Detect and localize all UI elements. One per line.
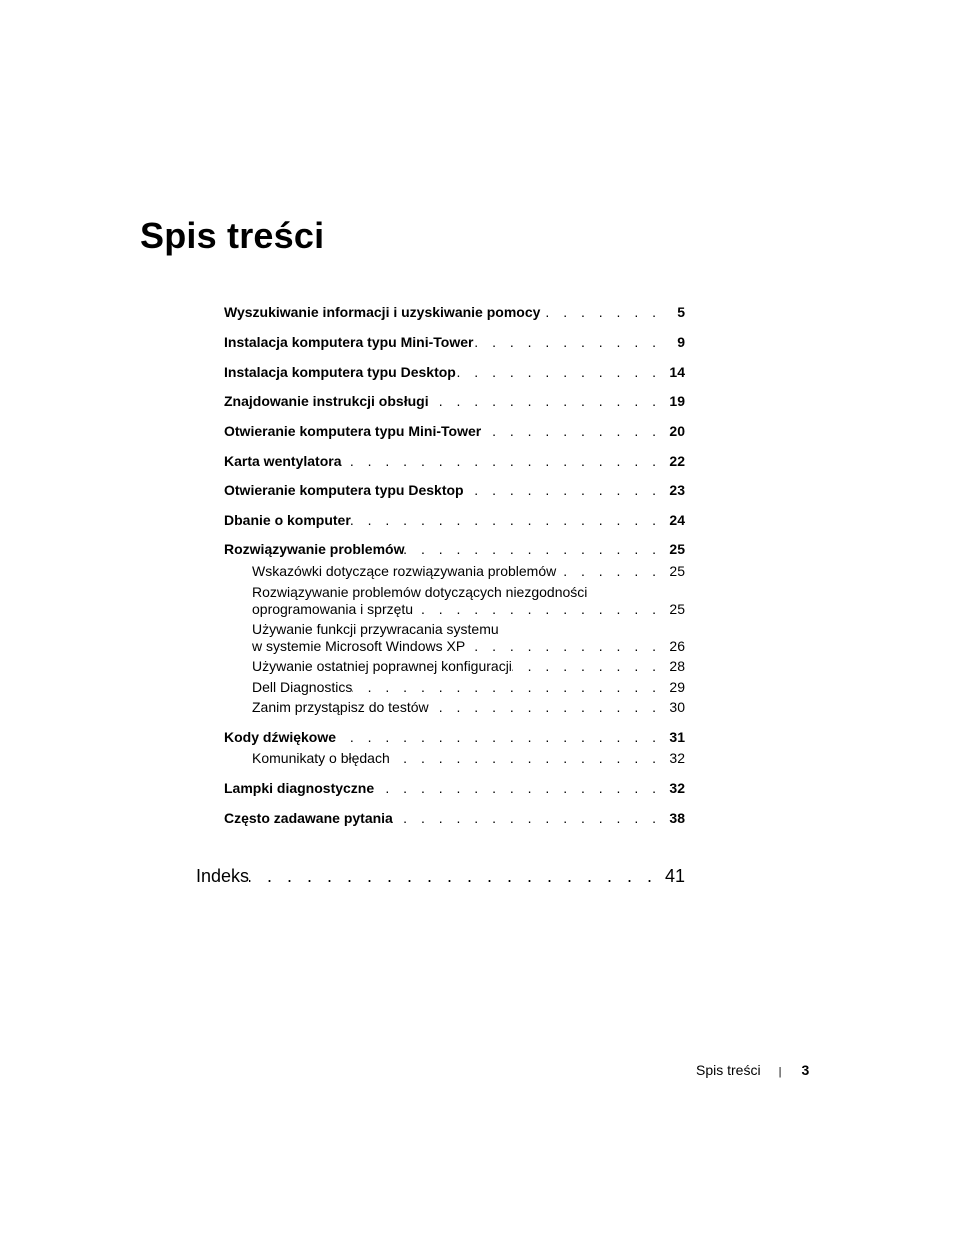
toc-entry[interactable] <box>224 303 685 321</box>
dot-leader <box>336 728 661 746</box>
toc-entry[interactable] <box>224 452 685 470</box>
toc-subentry-page: 25 <box>669 601 685 617</box>
toc-entry-label: Lampki diagnostyczne <box>224 780 375 796</box>
toc-subentry-label: Używanie ostatniej poprawnej konfiguracji <box>252 658 512 674</box>
toc-entry-page: 9 <box>677 334 685 350</box>
toc-subentry-label: w systemie Microsoft Windows XP <box>252 638 466 654</box>
toc-subentry-label: Dell Diagnostics <box>252 679 353 695</box>
dot-leader <box>249 864 657 888</box>
toc-subentry-page: 29 <box>669 679 685 695</box>
toc-entry-page: 22 <box>669 453 685 469</box>
dot-leader <box>404 540 661 558</box>
toc-entry-page: 38 <box>669 810 685 826</box>
dot-leader <box>481 422 661 440</box>
toc-entry-label: Rozwiązywanie problemów <box>224 541 405 557</box>
dot-leader <box>465 637 661 655</box>
toc-entry-label: Dbanie o komputer <box>224 512 351 528</box>
toc-subentry-label: oprogramowania i sprzętu <box>252 601 414 617</box>
toc-subentry[interactable] <box>252 678 685 696</box>
dot-leader <box>351 511 661 529</box>
toc-subentry-page: 26 <box>669 638 685 654</box>
toc-index-label: Indeks <box>196 866 250 886</box>
toc-subentry-label: Komunikaty o błędach <box>252 750 390 766</box>
toc-entry[interactable] <box>224 511 685 529</box>
toc-index-entry[interactable] <box>196 864 685 888</box>
toc-entry-label: Znajdowanie instrukcji obsługi <box>224 393 429 409</box>
dot-leader <box>393 809 661 827</box>
toc-subentry[interactable] <box>252 562 685 580</box>
toc-entry-label: Instalacja komputera typu Mini-Tower <box>224 334 474 350</box>
toc-entry-page: 14 <box>669 364 685 380</box>
toc-subentry-label-line1[interactable]: Rozwiązywanie problemów dotyczących niezgodności <box>252 584 588 600</box>
toc-entry-label: Otwieranie komputera typu Desktop <box>224 482 464 498</box>
toc-entry[interactable] <box>224 540 685 558</box>
footer-separator: | <box>778 1066 782 1078</box>
toc-subentry-page: 28 <box>669 658 685 674</box>
dot-leader <box>390 749 661 767</box>
dot-leader <box>341 452 661 470</box>
toc-entry[interactable] <box>224 333 685 351</box>
dot-leader <box>512 657 661 675</box>
dot-leader <box>352 678 661 696</box>
toc-entry-page: 23 <box>669 482 685 498</box>
toc-entry[interactable] <box>224 422 685 440</box>
toc-entry-label: Wyszukiwanie informacji i uzyskiwanie pomocy <box>224 304 541 320</box>
toc-subentry[interactable] <box>252 637 685 655</box>
toc-entry[interactable] <box>224 481 685 499</box>
dot-leader <box>456 363 661 381</box>
dot-leader <box>540 303 661 321</box>
toc-entry[interactable] <box>224 779 685 797</box>
toc-entry-label: Karta wentylatora <box>224 453 342 469</box>
toc-entry[interactable] <box>224 363 685 381</box>
toc-subentry-label-line1[interactable]: Używanie funkcji przywracania systemu <box>252 621 499 637</box>
toc-subentry[interactable] <box>252 657 685 675</box>
toc-entry-label: Często zadawane pytania <box>224 810 393 826</box>
toc-entry-page: 19 <box>669 393 685 409</box>
toc-subentry-label: Zanim przystąpisz do testów <box>252 699 429 715</box>
dot-leader <box>413 600 661 618</box>
toc-entry-page: 31 <box>669 729 685 745</box>
toc-entry[interactable] <box>224 809 685 827</box>
dot-leader <box>429 698 661 716</box>
footer-page-number: 3 <box>801 1062 810 1078</box>
dot-leader <box>473 333 661 351</box>
toc-subentry-page: 30 <box>669 699 685 715</box>
toc-subentry[interactable] <box>252 749 685 767</box>
toc-entry-page: 32 <box>669 780 685 796</box>
toc-entry-page: 24 <box>669 512 685 528</box>
toc-subentry-page: 32 <box>669 750 685 766</box>
toc-entry[interactable] <box>224 392 685 410</box>
page-title: Spis treści <box>140 215 325 256</box>
toc-subentry[interactable] <box>252 698 685 716</box>
dot-leader <box>556 562 661 580</box>
toc-entry-label: Otwieranie komputera typu Mini-Tower <box>224 423 482 439</box>
footer-section-title: Spis treści <box>696 1062 761 1078</box>
toc-entry[interactable] <box>224 728 685 746</box>
toc-entry-label: Instalacja komputera typu Desktop <box>224 364 456 380</box>
toc-entry-label: Kody dźwiękowe <box>224 729 337 745</box>
toc-subentry-label: Wskazówki dotyczące rozwiązywania problemów <box>252 563 557 579</box>
page-footer <box>696 1061 809 1081</box>
toc-subentry-page: 25 <box>669 563 685 579</box>
dot-leader <box>374 779 661 797</box>
toc-entry-page: 25 <box>669 541 685 557</box>
toc-index-page: 41 <box>664 866 685 886</box>
dot-leader <box>429 392 661 410</box>
dot-leader <box>464 481 661 499</box>
toc-entry-page: 20 <box>669 423 685 439</box>
toc-subentry[interactable] <box>252 600 685 618</box>
toc-entry-page: 5 <box>677 304 685 320</box>
